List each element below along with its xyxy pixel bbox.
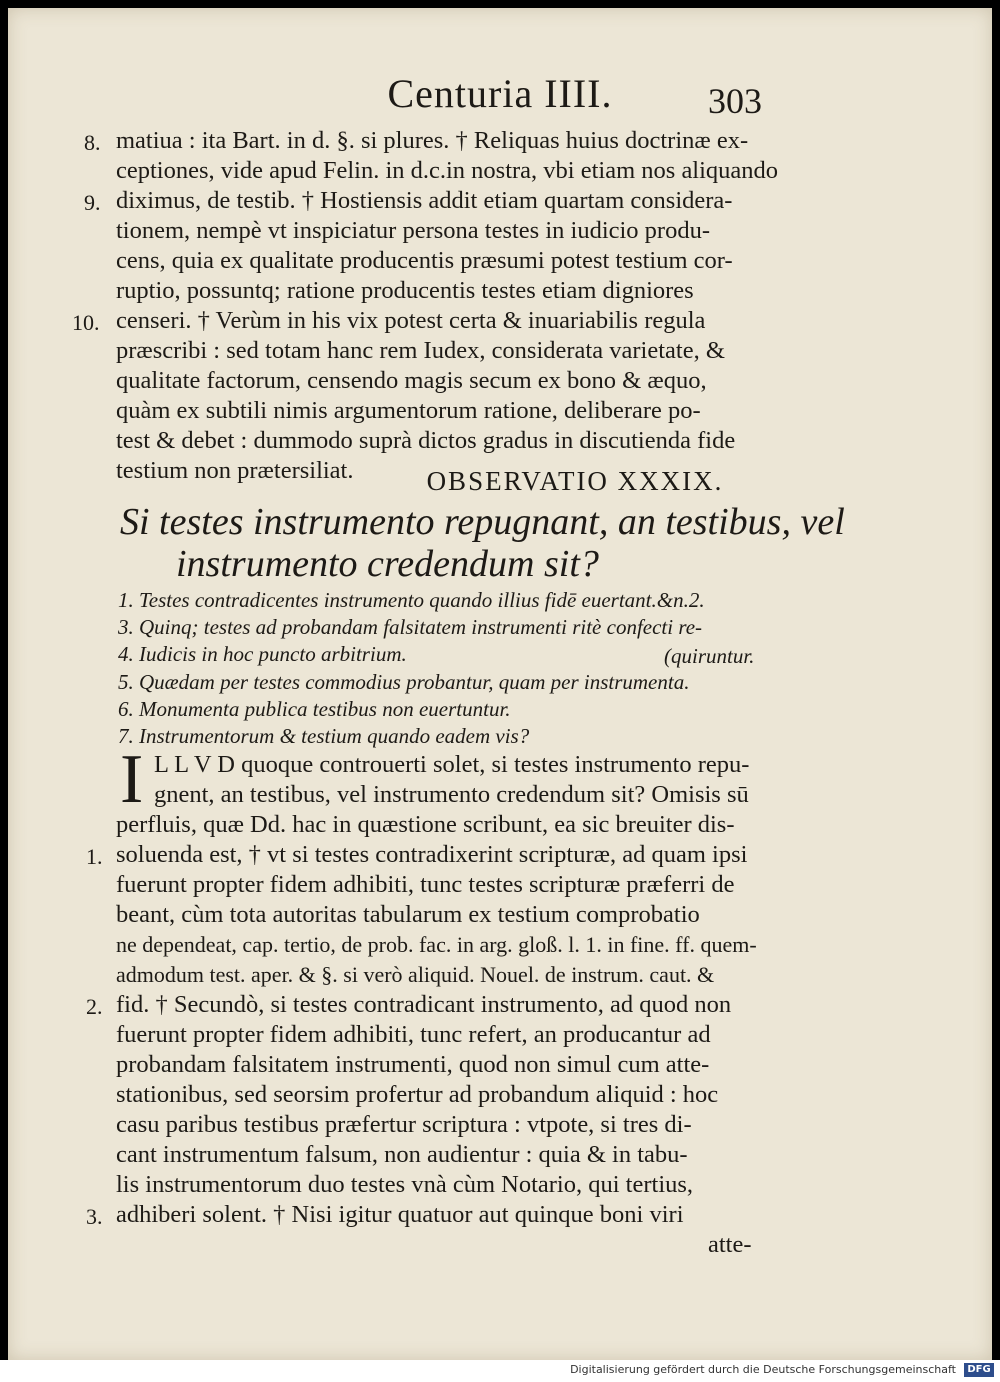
text-line: soluenda est, † vt si testes contradixerint scripturæ, ad quam ipsi <box>116 841 748 868</box>
text-line: casu paribus testibus præfertur scriptura : vtpote, si tres di- <box>116 1111 692 1138</box>
summary-item: 4. Iudicis in hoc puncto arbitrium. <box>118 642 407 666</box>
text-line: adhiberi solent. † Nisi igitur quatuor aut quinque boni viri <box>116 1201 684 1228</box>
text-line: fuerunt propter fidem adhibiti, tunc testes scripturæ præferri de <box>116 871 735 898</box>
text-line: stationibus, sed seorsim profertur ad probandum aliquid : hoc <box>116 1081 719 1108</box>
text-line: præscribi : sed totam hanc rem Iudex, considerata varietate, & <box>116 337 725 364</box>
text-line: gnent, an testibus, vel instrumento credendum sit? Omisis sū <box>154 781 749 808</box>
section-title: Si testes instrumento repugnant, an testibus, vel <box>120 501 845 543</box>
text-line: test & debet : dummodo suprà dictos gradus in discutienda fide <box>116 427 736 454</box>
text-line: L L V D quoque controuerti solet, si testes instrumento repu- <box>154 751 750 778</box>
text-line: qualitate factorum, censendo magis secum ex bono & æquo, <box>116 367 707 394</box>
text-line: cant instrumentum falsum, non audientur : quia & in tabu- <box>116 1141 688 1168</box>
running-head: Centuria IIII. <box>387 71 613 116</box>
text-line: tionem, nempè vt inspiciatur persona testes in iudicio produ- <box>116 217 710 244</box>
margin-number: 2. <box>86 994 103 1019</box>
summary-item: 6. Monumenta publica testibus non euertuntur. <box>118 697 511 721</box>
drop-cap: I <box>120 741 144 818</box>
text-line: perfluis, quæ Dd. hac in quæstione scribunt, ea sic breuiter dis- <box>116 811 735 838</box>
text-line: ceptiones, vide apud Felin. in d.c.in nostra, vbi etiam nos aliquando <box>116 157 779 184</box>
section-title: instrumento credendum sit? <box>176 543 599 585</box>
dfg-logo-icon: DFG <box>964 1363 994 1377</box>
margin-number: 9. <box>84 190 101 215</box>
footer-credit: Digitalisierung gefördert durch die Deutsche Forschungsgemeinschaft <box>570 1363 956 1376</box>
catchword: atte- <box>708 1231 752 1258</box>
summary-item: 3. Quinq; testes ad probandam falsitatem instrumenti ritè confecti re- <box>118 615 703 639</box>
text-line: testium non prætersiliat. <box>116 457 354 484</box>
text-line: lis instrumentorum duo testes vnà cùm Notario, qui tertius, <box>116 1171 694 1198</box>
margin-number: 1. <box>86 844 103 869</box>
text-line: probandam falsitatem instrumenti, quod non simul cum atte- <box>116 1051 710 1078</box>
margin-number: 8. <box>84 130 101 155</box>
text-line: ne dependeat, cap. tertio, de prob. fac. in arg. gloß. l. 1. in fine. ff. quem- <box>116 932 757 957</box>
section-heading: OBSERVATIO XXXIX. <box>426 466 724 496</box>
text-line: beant, cùm tota autoritas tabularum ex testium comprobatio <box>116 901 700 928</box>
text-line: quàm ex subtili nimis argumentorum ratione, deliberare po- <box>116 397 701 424</box>
text-line: matiua : ita Bart. in d. §. si plures. † Reliquas huius doctrinæ ex- <box>116 127 749 154</box>
margin-number: 3. <box>86 1204 103 1229</box>
text-line: ruptio, possuntq; ratione producentis testes etiam digniores <box>116 277 694 304</box>
footer-bar <box>0 1360 1000 1382</box>
summary-item: 7. Instrumentorum & testium quando eadem vis? <box>118 724 530 748</box>
summary-overflow: (quiruntur. <box>664 644 755 668</box>
text-line: diximus, de testib. † Hostiensis addit etiam quartam considera- <box>116 187 733 214</box>
text-line: admodum test. aper. & §. si verò aliquid. Nouel. de instrum. caut. & <box>116 962 715 987</box>
summary-item: 1. Testes contradicentes instrumento quando illius fidē euertant.&n.2. <box>118 588 705 612</box>
text-line: cens, quia ex qualitate producentis præsumi potest testium cor- <box>116 247 733 274</box>
summary-item: 5. Quædam per testes commodius probantur, quam per instrumenta. <box>118 670 690 694</box>
text-line: fid. † Secundò, si testes contradicant instrumento, ad quod non <box>116 991 732 1018</box>
margin-number: 10. <box>72 310 100 335</box>
text-line: censeri. † Verùm in his vix potest certa & inuariabilis regula <box>116 307 706 334</box>
text-line: fuerunt propter fidem adhibiti, tunc refert, an producantur ad <box>116 1021 711 1048</box>
book-page <box>8 8 992 1360</box>
page-number: 303 <box>708 81 762 121</box>
